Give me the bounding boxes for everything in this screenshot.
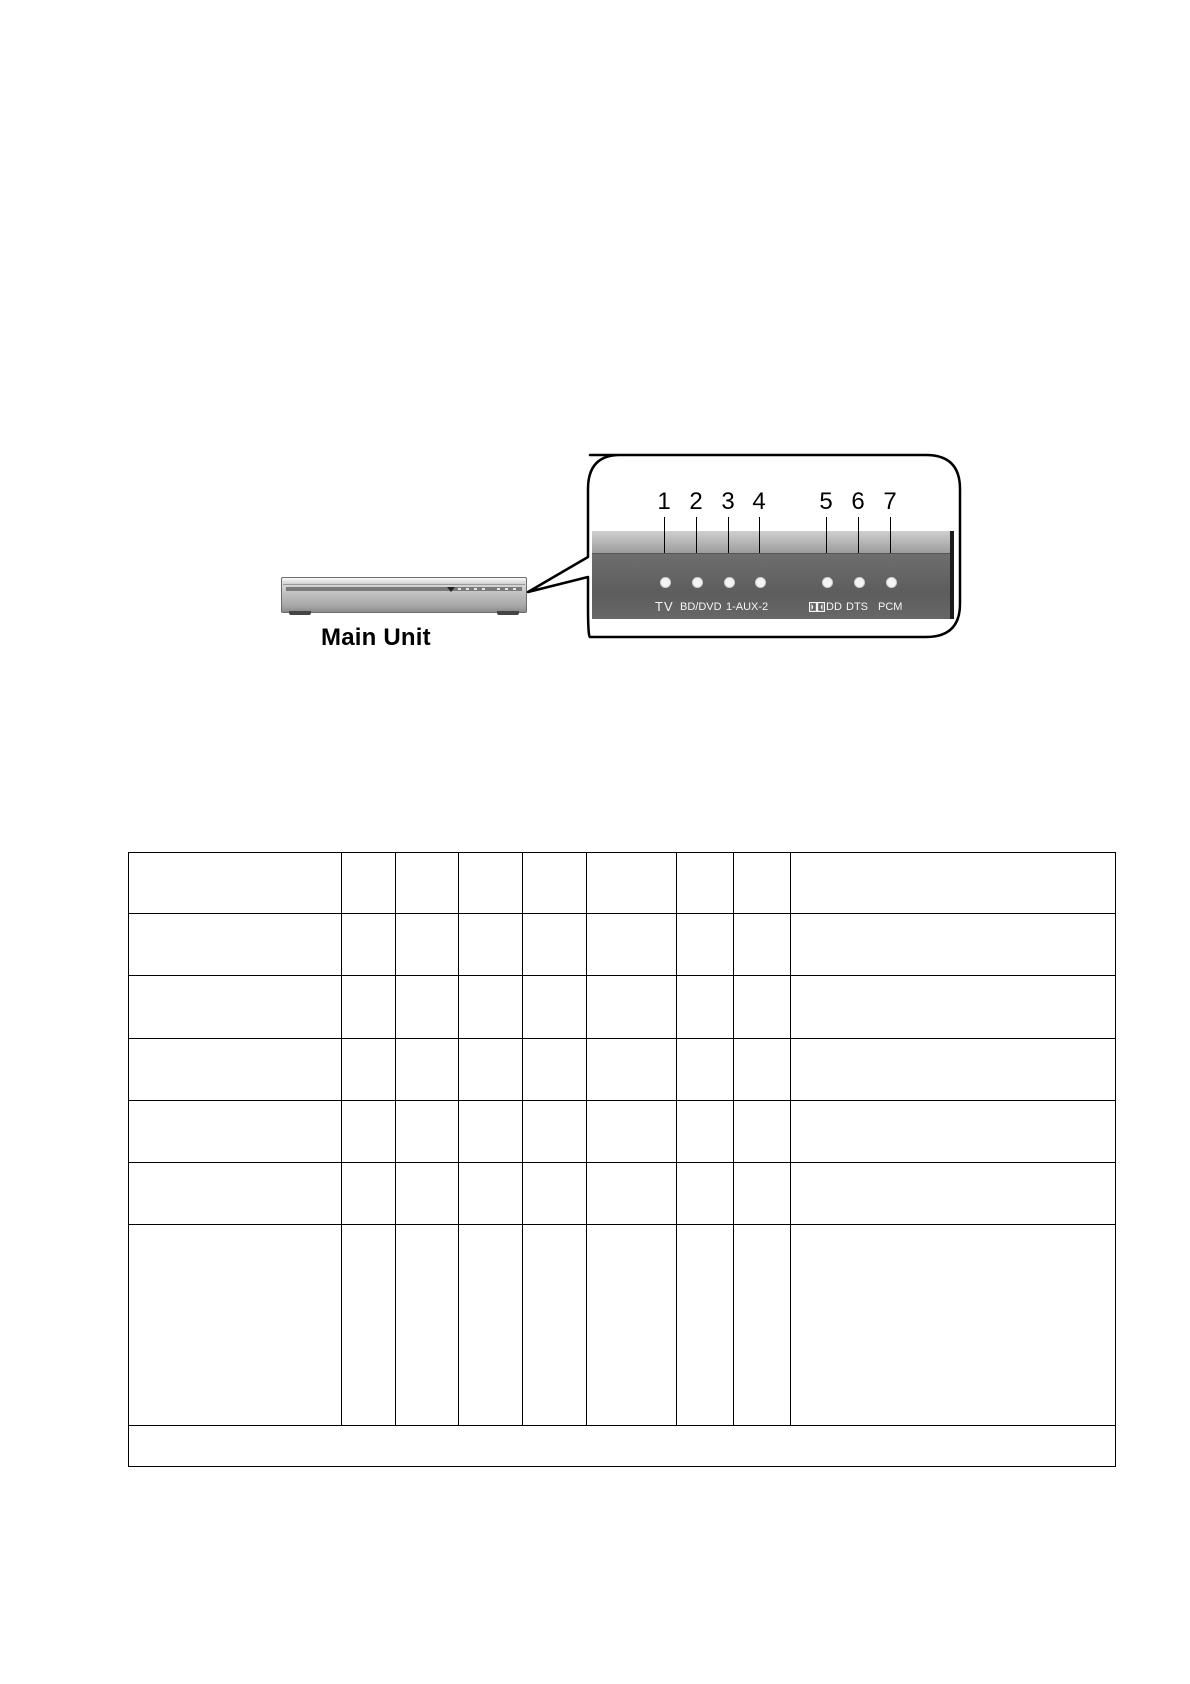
table-cell — [396, 1163, 459, 1225]
callout-leader-2 — [696, 517, 697, 553]
dolby-digital-icon — [809, 602, 825, 612]
main-unit-illustration — [281, 575, 527, 615]
table-cell — [459, 1163, 523, 1225]
main-unit-foot — [289, 611, 311, 615]
indicator-label-tv: TV — [655, 599, 674, 614]
table-cell — [523, 1163, 587, 1225]
table-row — [129, 853, 1116, 914]
figure-caption: Main Unit — [321, 624, 431, 651]
table-cell — [734, 1225, 791, 1426]
main-unit-led — [474, 588, 477, 590]
table-cell — [342, 914, 396, 976]
table-cell — [129, 1163, 342, 1225]
table-cell — [396, 914, 459, 976]
table-footer-row — [129, 1426, 1116, 1467]
main-unit-indicator-strip — [286, 587, 522, 591]
indicator-table-body — [129, 853, 1116, 1467]
table-cell — [129, 1225, 342, 1426]
table-cell — [342, 1225, 396, 1426]
table-cell — [523, 1039, 587, 1101]
table-cell — [396, 976, 459, 1039]
table-row — [129, 1039, 1116, 1101]
front-panel-closeup — [592, 531, 954, 619]
table-cell — [459, 853, 523, 914]
front-panel-edge — [950, 531, 954, 619]
table-cell — [129, 1039, 342, 1101]
callout-leader-6 — [858, 517, 859, 553]
callout-leader-4 — [759, 517, 760, 553]
table-row — [129, 1101, 1116, 1163]
main-unit-led — [513, 588, 516, 590]
table-cell — [734, 1101, 791, 1163]
indicator-label-bd-dvd: BD/DVD — [680, 601, 722, 613]
callout-number-2: 2 — [689, 488, 703, 515]
table-cell — [587, 976, 677, 1039]
callout-leader-1 — [664, 517, 665, 553]
table-cell — [791, 1039, 1116, 1101]
table-cell — [791, 853, 1116, 914]
table-cell — [396, 853, 459, 914]
table-cell — [129, 914, 342, 976]
table-cell — [587, 1101, 677, 1163]
table-cell — [791, 976, 1116, 1039]
main-unit-led — [482, 588, 485, 590]
table-cell — [791, 1163, 1116, 1225]
table-cell — [734, 853, 791, 914]
callout-leader-3 — [728, 517, 729, 553]
table-cell — [587, 1225, 677, 1426]
table-cell — [396, 1101, 459, 1163]
indicator-led-aux1 — [724, 577, 735, 588]
table-cell — [342, 1101, 396, 1163]
callout-leader-7 — [890, 517, 891, 553]
table-cell — [342, 853, 396, 914]
table-cell — [734, 976, 791, 1039]
table-cell — [459, 1101, 523, 1163]
table-cell — [734, 1039, 791, 1101]
table-cell — [129, 976, 342, 1039]
callout-number-5: 5 — [819, 488, 833, 515]
table-cell — [734, 914, 791, 976]
callout-number-4: 4 — [752, 488, 766, 515]
indicator-label-pcm: PCM — [878, 601, 903, 613]
table-cell — [459, 1039, 523, 1101]
table-cell — [791, 1225, 1116, 1426]
table-cell — [677, 1163, 734, 1225]
table-cell — [459, 1225, 523, 1426]
table-cell — [396, 1039, 459, 1101]
indicator-led-pcm — [886, 577, 897, 588]
table-cell — [791, 1101, 1116, 1163]
indicator-led-bd-dvd — [692, 577, 703, 588]
indicator-label-dts: DTS — [846, 601, 868, 613]
front-panel-face — [592, 554, 954, 619]
callout-number-6: 6 — [851, 488, 865, 515]
table-cell — [791, 914, 1116, 976]
table-row — [129, 1225, 1116, 1426]
main-unit-led — [466, 588, 469, 590]
table-cell — [677, 1039, 734, 1101]
callout-number-3: 3 — [721, 488, 735, 515]
table-cell — [587, 1163, 677, 1225]
table-cell — [734, 1163, 791, 1225]
callout-number-7: 7 — [883, 488, 897, 515]
table-cell — [587, 914, 677, 976]
main-unit-body — [281, 577, 527, 613]
table-cell — [587, 1039, 677, 1101]
table-row — [129, 976, 1116, 1039]
indicator-led-aux2 — [755, 577, 766, 588]
table-cell — [523, 853, 587, 914]
front-panel-top-edge — [592, 531, 954, 554]
table-cell — [677, 1225, 734, 1426]
table-footer-cell — [129, 1426, 1116, 1467]
table-cell — [523, 1101, 587, 1163]
table-cell — [129, 853, 342, 914]
main-unit-top-surface — [283, 578, 525, 585]
table-cell — [677, 853, 734, 914]
table-cell — [396, 1225, 459, 1426]
table-cell — [342, 1039, 396, 1101]
indicator-label-dolby: DD — [826, 601, 842, 613]
indicator-led-dts — [854, 577, 865, 588]
table-cell — [342, 976, 396, 1039]
table-cell — [459, 976, 523, 1039]
callout-leader-5 — [826, 517, 827, 553]
main-unit-foot — [497, 611, 519, 615]
main-unit-led — [458, 588, 461, 590]
table-cell — [459, 914, 523, 976]
table-cell — [523, 1225, 587, 1426]
indicator-led-tv — [660, 577, 671, 588]
main-unit-ir-sensor — [447, 587, 455, 592]
table-cell — [677, 976, 734, 1039]
indicator-led-dolby — [822, 577, 833, 588]
table-cell — [587, 853, 677, 914]
table-cell — [129, 1101, 342, 1163]
table-cell — [523, 914, 587, 976]
indicator-table — [128, 852, 1116, 1467]
table-row — [129, 1163, 1116, 1225]
table-row — [129, 914, 1116, 976]
indicator-label-aux: 1-AUX-2 — [726, 601, 769, 613]
table-cell — [677, 914, 734, 976]
main-unit-led — [497, 588, 500, 590]
table-cell — [523, 976, 587, 1039]
table-cell — [677, 1101, 734, 1163]
callout-number-1: 1 — [657, 488, 671, 515]
main-unit-led — [505, 588, 508, 590]
table-cell — [342, 1163, 396, 1225]
